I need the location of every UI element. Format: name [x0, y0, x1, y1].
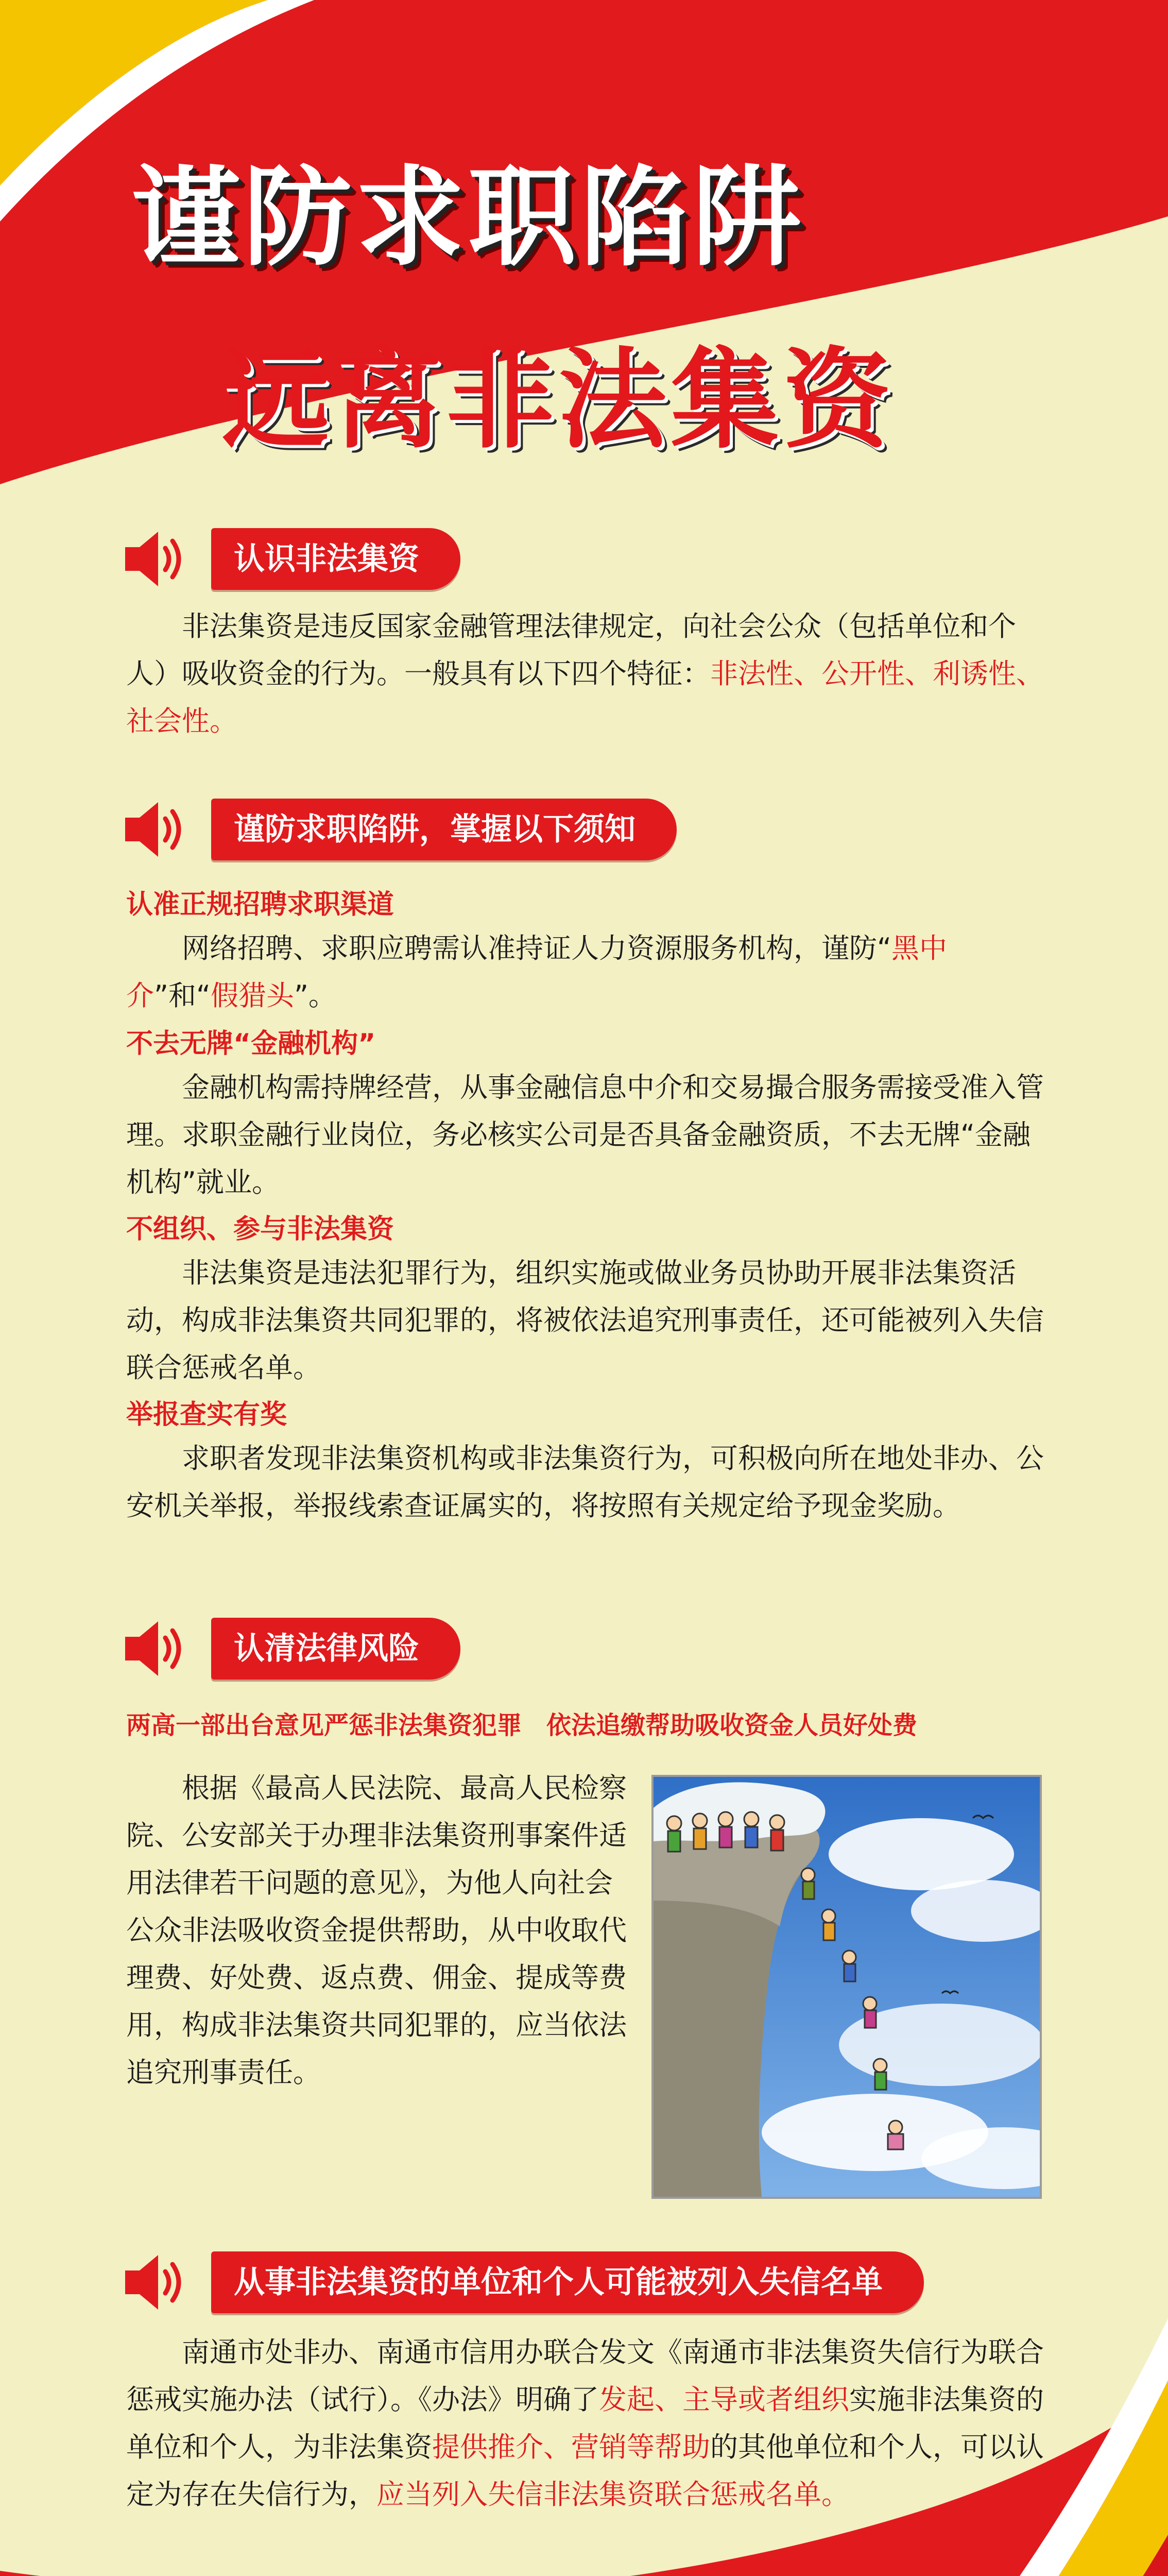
cliff-cartoon [654, 1777, 1040, 2197]
speaker-icon [121, 796, 191, 863]
section2-heading: 谨防求职陷阱，掌握以下须知 [211, 799, 677, 860]
item1-highlight-fake-headhunter: 假猎头 [210, 979, 294, 1012]
main-title-line1: 谨防求职陷阱 [131, 155, 805, 281]
section4-highlight-blacklist: 应当列入失信非法集资联合惩戒名单。 [376, 2478, 849, 2511]
item3-paragraph: 非法集资是违法犯罪行为，组织实施或做业务员协助开展非法集资活动，构成非法集资共同犯罪的，将被依法追究刑事责任，还可能被列入失信联合惩戒名单。 [126, 1257, 1044, 1384]
section1-text: 非法集资是违反国家金融管理法律规定，向社会公众（包括单位和个人）吸收资金的行为。一般具有以下四个特征： [126, 610, 1016, 690]
item4-paragraph: 求职者发现非法集资机构或非法集资行为，可积极向所在地处非办、公安机关举报，举报线索查证属实的，将按照有关规定给予现金奖励。 [126, 1442, 1044, 1522]
section1-heading: 认识非法集资 [211, 528, 460, 590]
section4-text-3: 实施非法集资的单位和个人，为非法集资 [126, 2383, 1044, 2463]
item1-paragraph [126, 925, 1048, 1020]
section4-paragraph [126, 2329, 1048, 2518]
item1-text-c: ”和“ [154, 979, 211, 1012]
speaker-icon [121, 526, 191, 592]
item1-text-a: 网络招聘、求职应聘需认准持证人力资源服务机构，谨防“ [182, 932, 891, 964]
section3-subtitle: 两高一部出台意见严惩非法集资犯罪 依法追缴帮助吸收资金人员好处费 [126, 1711, 918, 1740]
speaker-icon [121, 2249, 191, 2316]
item3-title: 不组织、参与非法集资 [126, 1214, 394, 1245]
section4-highlight-helper: 提供推介、营销等帮助 [432, 2431, 710, 2463]
section4-heading: 从事非法集资的单位和个人可能被列入失信名单 [211, 2251, 924, 2313]
item1-text-e: ”。 [294, 979, 336, 1012]
main-title-line2: 远离非法集资 [221, 337, 896, 463]
item2-paragraph: 金融机构需持牌经营，从事金融信息中介和交易撮合服务需接受准入管理。求职金融行业岗位，务必核实公司是否具备金融资质，不去无牌“金融机构”就业。 [126, 1071, 1044, 1198]
item1-title: 认准正规招聘求职渠道 [126, 889, 394, 920]
section3-heading: 认清法律风险 [211, 1618, 460, 1680]
section4-highlight-organizer: 发起、主导或者组织 [599, 2383, 849, 2416]
item1-highlight-black-agency: 黑中介 [126, 932, 947, 1012]
section3-paragraph: 根据《最高人民法院、最高人民检察院、公安部关于办理非法集资刑事案件适用法律若干问题的意见》，为他人向社会公众非法吸收资金提供帮助，从中收取代理费、好处费、返点费、佣金、提成等费用，构成非法集资共同犯罪的，应当依法追究刑事责任。 [126, 1772, 627, 2089]
section1-paragraph [126, 603, 1048, 745]
section1-features: 非法性、公开性、利诱性、社会性。 [126, 657, 1044, 737]
cartoon-illustration [651, 1775, 1042, 2199]
section4-text-5: 的其他单位和个人，可以认定为存在失信行为， [126, 2431, 1044, 2511]
speaker-icon [121, 1615, 191, 1682]
item4-title: 举报查实有奖 [126, 1399, 287, 1430]
item2-title: 不去无牌“金融机构” [126, 1028, 376, 1059]
section4-text-1: 南通市处非办、南通市信用办联合发文《南通市非法集资失信行为联合惩戒实施办法（试行）。《办法》明确了 [126, 2336, 1044, 2416]
